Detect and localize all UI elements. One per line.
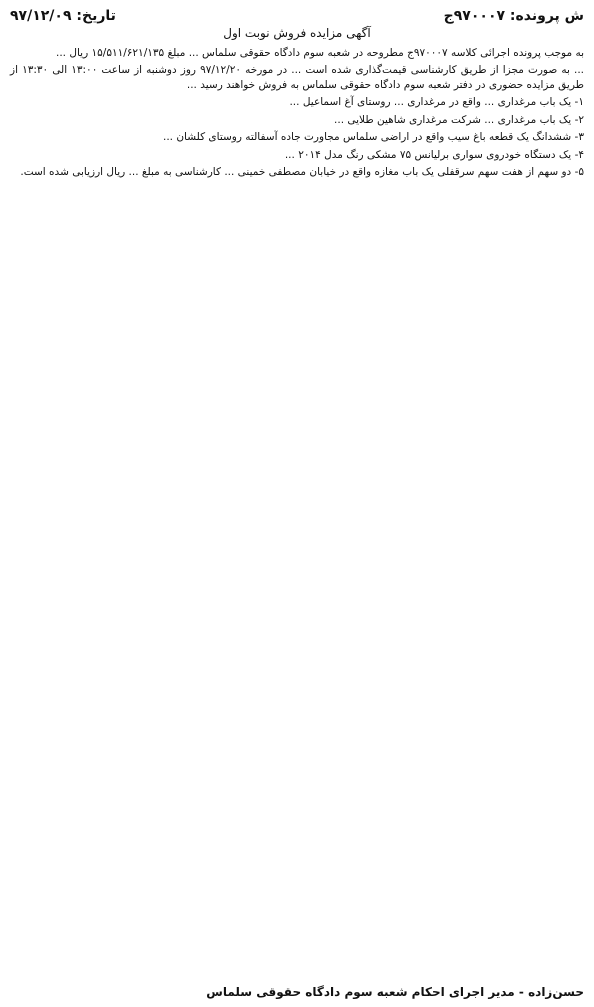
- case-number: ش پرونده: ۹۷۰۰۰۷ج: [443, 8, 584, 24]
- paragraph-7: ۵- دو سهم از هفت سهم سرقفلی یک باب مغازه واقع در خیابان مصطفی خمینی ... کارشناسی به مبلغ ... ریال ارزیابی شده است.: [20, 166, 584, 179]
- header-row: [10, 8, 584, 24]
- case-date: تاریخ: ۹۷/۱۲/۰۹: [10, 8, 116, 24]
- paragraph-5: ۳- ششدانگ یک قطعه باغ سیب واقع در اراضی سلماس مجاورت جاده آسفالته روستای کلشان ...: [162, 131, 584, 144]
- footer-signature: حسن‌زاده - مدیر اجرای احکام شعبه سوم دادگاه حقوقی سلماس: [206, 985, 584, 999]
- paragraph-4: ۲- یک باب مرغداری ... شرکت مرغداری شاهین طلایی ...: [334, 113, 584, 126]
- notice-title: آگهی مزایده فروش نوبت اول: [223, 26, 371, 40]
- paragraph-6: ۴- یک دستگاه خودروی سواری برلیانس ۷۵ مشکی رنگ مدل ۲۰۱۴ ...: [284, 148, 584, 161]
- paragraph-1: به موجب پرونده اجرائی کلاسه ۹۷۰۰۰۷ج مطروحه در شعبه سوم دادگاه حقوقی سلماس ... مبلغ ۱۵/۵۱۱/۶۲۱/۱۳۵ ریال ...: [55, 47, 584, 59]
- paragraph-3: ۱- یک باب مرغداری ... واقع در مرغداری ... روستای آغ اسماعیل ...: [289, 96, 584, 109]
- paragraph-2: ... به صورت مجزا از طریق کارشناسی قیمت‌گذاری شده است ... در مورخه ۹۷/۱۲/۲۰ روز دوشنبه از ساعت ۱۳:۰۰ الی ۱۳:۳۰ از طریق مزایده حضوری در دفتر شعبه سوم دادگاه حقوقی سلماس به فروش خواهند رسید ...: [10, 64, 584, 91]
